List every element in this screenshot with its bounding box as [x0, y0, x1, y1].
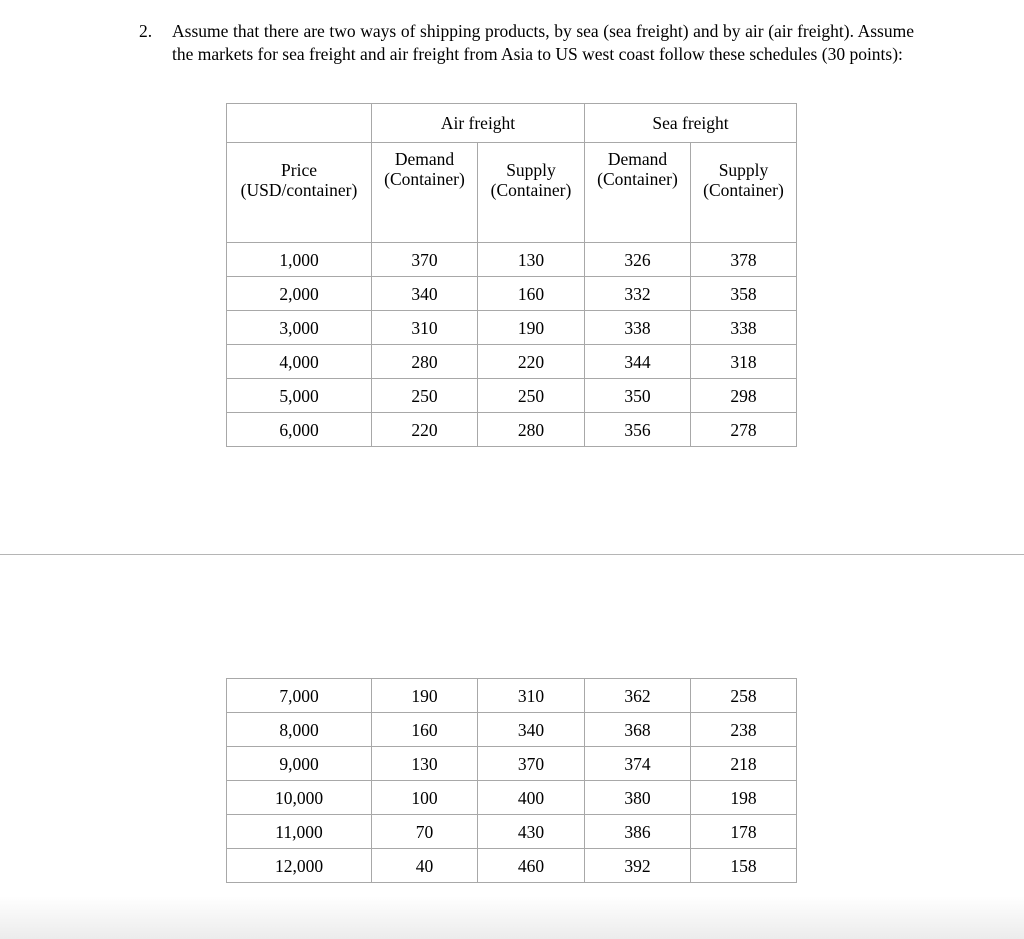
air-supply-cell: 460	[478, 849, 585, 883]
sea-demand-column-header: Demand (Container)	[585, 143, 691, 243]
price-cell: 2,000	[227, 277, 372, 311]
table-row	[227, 379, 797, 413]
table-row	[227, 747, 797, 781]
sea-demand-cell: 392	[585, 849, 691, 883]
sea-demand-cell: 374	[585, 747, 691, 781]
air-supply-cell: 280	[478, 413, 585, 447]
table-row	[227, 815, 797, 849]
air-freight-header: Air freight	[372, 104, 585, 143]
freight-schedule-table-page2	[226, 678, 797, 883]
table-row	[227, 679, 797, 713]
sea-supply-cell: 378	[691, 243, 797, 277]
air-supply-cell: 430	[478, 815, 585, 849]
sea-supply-cell: 298	[691, 379, 797, 413]
air-supply-cell: 250	[478, 379, 585, 413]
sea-supply-cell: 178	[691, 815, 797, 849]
table-row	[227, 713, 797, 747]
sea-supply-cell: 198	[691, 781, 797, 815]
empty-corner-cell	[227, 104, 372, 143]
air-demand-cell: 250	[372, 379, 478, 413]
table-row	[227, 781, 797, 815]
sea-demand-cell: 350	[585, 379, 691, 413]
air-supply-cell: 160	[478, 277, 585, 311]
table-row	[227, 243, 797, 277]
price-cell: 9,000	[227, 747, 372, 781]
air-demand-cell: 370	[372, 243, 478, 277]
air-demand-cell: 100	[372, 781, 478, 815]
sea-demand-cell: 362	[585, 679, 691, 713]
sea-demand-cell: 344	[585, 345, 691, 379]
air-demand-cell: 220	[372, 413, 478, 447]
sea-supply-cell: 278	[691, 413, 797, 447]
air-demand-cell: 70	[372, 815, 478, 849]
page-bottom-shadow	[0, 896, 1024, 939]
table-row	[227, 345, 797, 379]
price-cell: 5,000	[227, 379, 372, 413]
price-cell: 4,000	[227, 345, 372, 379]
sea-supply-cell: 338	[691, 311, 797, 345]
sea-freight-header: Sea freight	[585, 104, 797, 143]
air-supply-column-header: Supply (Container)	[478, 143, 585, 243]
table-row	[227, 277, 797, 311]
air-demand-cell: 190	[372, 679, 478, 713]
air-supply-cell: 220	[478, 345, 585, 379]
sea-demand-cell: 380	[585, 781, 691, 815]
question-number: 2.	[139, 21, 153, 41]
column-header-row	[227, 143, 797, 243]
air-demand-cell: 280	[372, 345, 478, 379]
sea-supply-cell: 358	[691, 277, 797, 311]
price-cell: 1,000	[227, 243, 372, 277]
sea-demand-cell: 386	[585, 815, 691, 849]
table-row	[227, 413, 797, 447]
air-supply-cell: 190	[478, 311, 585, 345]
air-demand-cell: 340	[372, 277, 478, 311]
air-demand-cell: 160	[372, 713, 478, 747]
sea-supply-cell: 158	[691, 849, 797, 883]
air-supply-cell: 130	[478, 243, 585, 277]
sea-supply-cell: 218	[691, 747, 797, 781]
air-demand-cell: 40	[372, 849, 478, 883]
price-cell: 3,000	[227, 311, 372, 345]
freight-schedule-table-page1	[226, 103, 797, 447]
price-cell: 8,000	[227, 713, 372, 747]
price-cell: 6,000	[227, 413, 372, 447]
air-demand-cell: 130	[372, 747, 478, 781]
air-supply-cell: 400	[478, 781, 585, 815]
sea-supply-cell: 318	[691, 345, 797, 379]
sea-demand-cell: 338	[585, 311, 691, 345]
table-row	[227, 311, 797, 345]
air-supply-cell: 310	[478, 679, 585, 713]
price-cell: 7,000	[227, 679, 372, 713]
sea-supply-cell: 238	[691, 713, 797, 747]
price-cell: 11,000	[227, 815, 372, 849]
question-text: Assume that there are two ways of shipping products, by sea (sea freight) and by air (air freight). Assume the markets for sea freight and air freight from Asia to US west coast follow these schedules (30 points):	[172, 21, 914, 64]
price-cell: 12,000	[227, 849, 372, 883]
sea-supply-cell: 258	[691, 679, 797, 713]
price-cell: 10,000	[227, 781, 372, 815]
table-row	[227, 849, 797, 883]
sea-demand-cell: 356	[585, 413, 691, 447]
air-supply-cell: 340	[478, 713, 585, 747]
sea-supply-column-header: Supply (Container)	[691, 143, 797, 243]
price-column-header: Price (USD/container)	[227, 143, 372, 243]
air-demand-column-header: Demand (Container)	[372, 143, 478, 243]
group-header-row	[227, 104, 797, 143]
sea-demand-cell: 332	[585, 277, 691, 311]
sea-demand-cell: 368	[585, 713, 691, 747]
air-demand-cell: 310	[372, 311, 478, 345]
sea-demand-cell: 326	[585, 243, 691, 277]
page-break-divider	[0, 554, 1024, 555]
air-supply-cell: 370	[478, 747, 585, 781]
